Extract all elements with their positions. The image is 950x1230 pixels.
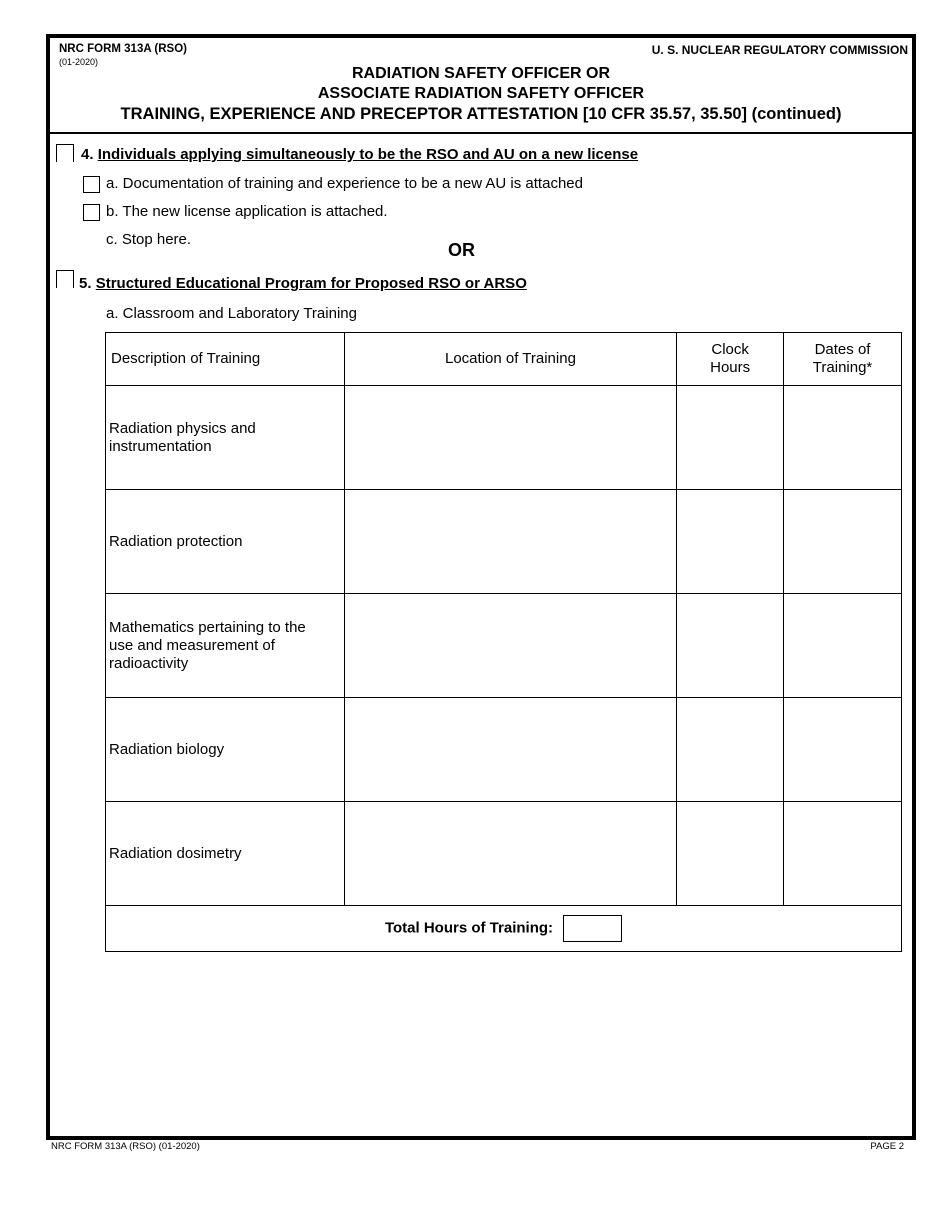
hours-field-radiation-physics[interactable] — [677, 386, 784, 490]
form-date: (01-2020) — [59, 57, 99, 67]
table-row — [106, 802, 902, 906]
section5-title: Structured Educational Program for Proposed RSO or ARSO — [95, 275, 527, 292]
table-row — [106, 490, 902, 594]
section4b-checkbox[interactable] — [83, 204, 100, 221]
location-field-radiation-biology[interactable] — [344, 698, 676, 802]
location-field-radiation-protection[interactable] — [344, 490, 676, 594]
dates-field-mathematics[interactable] — [784, 594, 902, 698]
total-hours-label: Total Hours of Training: — [384, 919, 554, 937]
row-label-radiation-physics: Radiation physics and instrumentation — [106, 386, 345, 490]
section4a-checkbox[interactable] — [83, 176, 100, 193]
location-field-radiation-dosimetry[interactable] — [344, 802, 676, 906]
dates-field-radiation-physics[interactable] — [784, 386, 902, 490]
section4a-label: a. Documentation of training and experience to be a new AU is attached — [106, 175, 583, 192]
col-header-clock-hours: Clock Hours — [677, 333, 784, 386]
table-row — [106, 594, 902, 698]
dates-field-radiation-biology[interactable] — [784, 698, 902, 802]
total-hours-cell — [106, 906, 902, 952]
form-frame — [46, 34, 916, 1140]
hours-field-radiation-protection[interactable] — [677, 490, 784, 594]
agency-name: U. S. NUCLEAR REGULATORY COMMISSION — [651, 43, 908, 57]
form-title-line2: ASSOCIATE RADIATION SAFETY OFFICER — [317, 85, 645, 102]
or-separator: OR — [448, 240, 475, 260]
row-label-radiation-dosimetry: Radiation dosimetry — [106, 802, 345, 906]
col-header-dates: Dates of Training* — [784, 333, 902, 386]
row-label-mathematics: Mathematics pertaining to the use and measurement of radioactivity — [106, 594, 345, 698]
table-header-row — [106, 333, 902, 386]
dates-field-radiation-dosimetry[interactable] — [784, 802, 902, 906]
total-hours-field[interactable] — [563, 915, 622, 942]
section5-heading — [79, 275, 527, 292]
section4-title: Individuals applying simultaneously to be the RSO and AU on a new license — [97, 146, 639, 163]
footer-form-id: NRC FORM 313A (RSO) (01-2020) — [51, 1141, 200, 1152]
hours-field-radiation-biology[interactable] — [677, 698, 784, 802]
section4c-label: c. Stop here. — [106, 231, 192, 248]
row-label-radiation-protection: Radiation protection — [106, 490, 345, 594]
col-header-location: Location of Training — [344, 333, 676, 386]
section5-checkbox[interactable] — [56, 270, 74, 288]
section4-number: 4. — [81, 146, 94, 163]
form-id: NRC FORM 313A (RSO) — [59, 43, 187, 55]
location-field-radiation-physics[interactable] — [344, 386, 676, 490]
dates-field-radiation-protection[interactable] — [784, 490, 902, 594]
section4b-label: b. The new license application is attached. — [106, 203, 388, 220]
table-row — [106, 698, 902, 802]
section5-number: 5. — [79, 275, 92, 292]
header-divider — [50, 132, 912, 134]
footer-page-number: PAGE 2 — [870, 1141, 904, 1152]
row-label-radiation-biology: Radiation biology — [106, 698, 345, 802]
hours-field-radiation-dosimetry[interactable] — [677, 802, 784, 906]
hours-field-mathematics[interactable] — [677, 594, 784, 698]
section5a-label: a. Classroom and Laboratory Training — [106, 305, 357, 322]
training-table — [105, 332, 902, 952]
col-header-description: Description of Training — [106, 333, 345, 386]
form-title-line1: RADIATION SAFETY OFFICER OR — [351, 65, 611, 82]
section4-heading — [81, 146, 638, 163]
form-title-line3: TRAINING, EXPERIENCE AND PRECEPTOR ATTESTATION [10 CFR 35.57, 35.50] (continued) — [120, 105, 842, 123]
table-row — [106, 386, 902, 490]
section4-checkbox[interactable] — [56, 144, 74, 162]
total-row — [106, 906, 902, 952]
location-field-mathematics[interactable] — [344, 594, 676, 698]
